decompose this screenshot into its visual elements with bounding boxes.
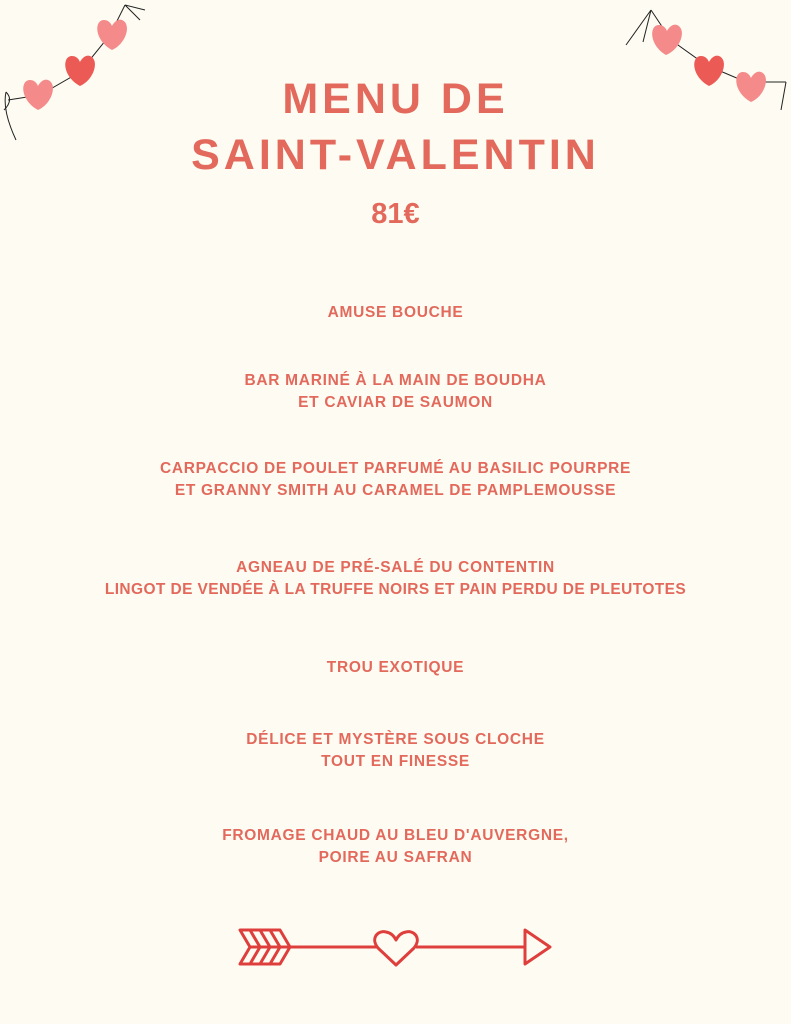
- course-line: DÉLICE ET MYSTÈRE SOUS CLOCHE: [246, 731, 545, 748]
- course-line: LINGOT DE VENDÉE À LA TRUFFE NOIRS ET PAIN PERDU DE PLEUTOTES: [104, 581, 687, 598]
- course-line: TROU EXOTIQUE: [326, 659, 465, 676]
- course-line: AGNEAU DE PRÉ-SALÉ DU CONTENTIN: [236, 559, 555, 576]
- course-line: FROMAGE CHAUD AU BLEU D'AUVERGNE,: [222, 827, 569, 844]
- course-amuse-bouche: [0, 302, 791, 324]
- course-carpaccio: [0, 458, 791, 502]
- menu-title-line2: SAINT-VALENTIN: [191, 131, 600, 179]
- menu-title-line1: MENU DE: [282, 75, 509, 123]
- course-agneau: [0, 557, 791, 601]
- course-line: AMUSE BOUCHE: [327, 304, 464, 321]
- course-line: CARPACCIO DE POULET PARFUMÉ AU BASILIC POURPRE: [159, 460, 632, 477]
- heart-garland-left-icon: [0, 0, 160, 150]
- menu-price: 81€: [371, 198, 420, 230]
- course-line: ET CAVIAR DE SAUMON: [298, 394, 493, 411]
- arrow-heart-icon: [220, 910, 570, 990]
- course-bar-marine: [0, 370, 791, 414]
- course-fromage: [0, 825, 791, 869]
- course-delice: [0, 729, 791, 773]
- course-line: ET GRANNY SMITH AU CARAMEL DE PAMPLEMOUSSE: [174, 482, 617, 499]
- course-line: BAR MARINÉ À LA MAIN DE BOUDHA: [244, 372, 547, 389]
- course-trou-exotique: [0, 657, 791, 679]
- course-line: POIRE AU SAFRAN: [318, 849, 473, 866]
- course-line: TOUT EN FINESSE: [321, 753, 470, 770]
